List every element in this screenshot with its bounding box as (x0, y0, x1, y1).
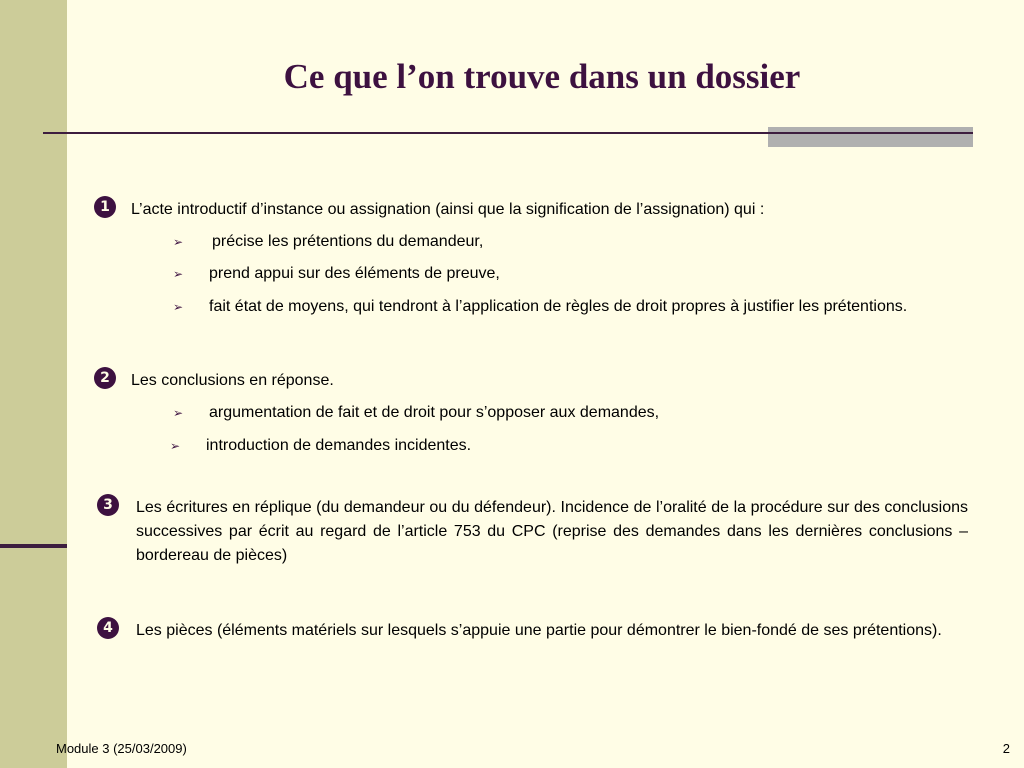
arrow-bullet-icon: ➢ (170, 439, 181, 453)
left-decorative-band (0, 0, 67, 768)
footer-page-number: 2 (1002, 741, 1010, 756)
item-1-subitem-3: ➢ fait état de moyens, qui tendront à l’application de règles de droit propres à justifier les prétentions. (173, 295, 963, 343)
item-2-subitem-1: ➢ argumentation de fait et de droit pour s’opposer aux demandes, (173, 401, 963, 425)
slide-title: Ce que l’on trouve dans un dossier (283, 57, 801, 96)
item-1-subitem-1: ➢ précise les prétentions du demandeur, (173, 230, 963, 254)
title-rule-accent-box (768, 127, 973, 147)
footer-module-label: Module 3 (25/03/2009) (56, 741, 187, 756)
item-3-text: Les écritures en réplique (du demandeur ou du défendeur). Incidence de l’oralité de la procédure sur des conclusions successives par écrit au regard de l’article 753 du CPC (reprise des demandes dans les dernières conclusions – bordereau de pièces) (136, 499, 968, 564)
item-4-number-icon: 4 (97, 617, 119, 639)
left-accent-bar (0, 544, 67, 548)
item-3-number-icon: 3 (97, 494, 119, 516)
arrow-bullet-icon: ➢ (173, 235, 184, 249)
item-2-number-icon: 2 (94, 367, 116, 389)
item-1-number-icon: 1 (94, 196, 116, 218)
arrow-bullet-icon: ➢ (173, 406, 184, 420)
arrow-bullet-icon: ➢ (173, 267, 184, 281)
item-1-text: L’acte introductif d’instance ou assignation (ainsi que la signification de l’assignation) qui : (131, 201, 765, 218)
arrow-bullet-icon: ➢ (173, 300, 184, 314)
item-2-subitem-2: ➢ introduction de demandes incidentes. (170, 434, 960, 458)
item-2-text: Les conclusions en réponse. (131, 372, 334, 389)
item-1-subitem-2: ➢ prend appui sur des éléments de preuve, (173, 262, 963, 286)
item-4-text: Les pièces (éléments matériels sur lesquels s’appuie une partie pour démontrer le bien-fondé de ses prétentions). (136, 622, 942, 639)
